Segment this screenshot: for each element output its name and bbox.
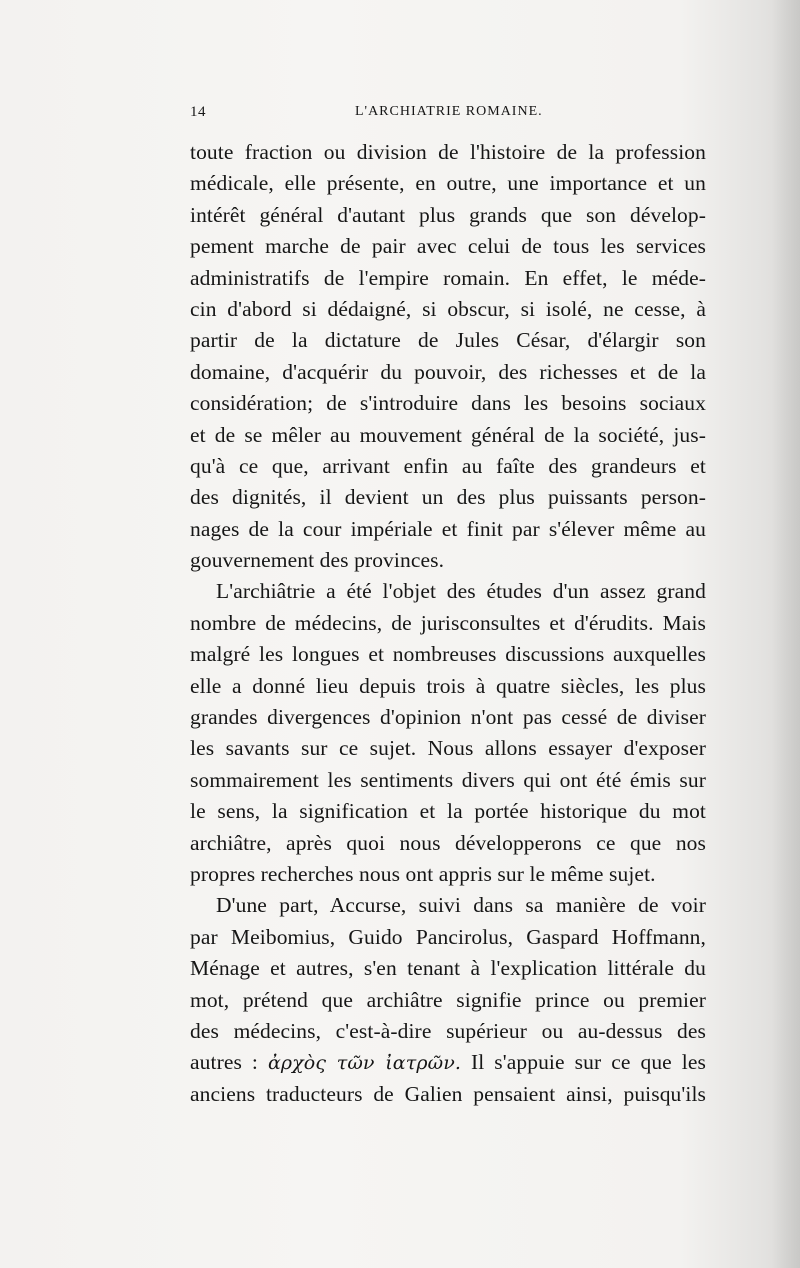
running-head: L'ARCHIATRIE ROMAINE.: [355, 104, 543, 119]
body-text: [190, 137, 706, 1110]
text-line: considération; de s'introduire dans les besoins sociaux: [190, 391, 706, 416]
text-line: cin d'abord si dédaigné, si obscur, si isolé, ne cesse, à: [190, 296, 706, 321]
text-line: toute fraction ou division de l'histoire de la profession: [190, 140, 706, 164]
text-line: nombre de médecins, de jurisconsultes et d'érudits. Mais: [190, 610, 706, 635]
text-line-with-greek: [190, 1047, 706, 1078]
text-line: qu'à ce que, arrivant enfin au faîte des grandeurs et: [190, 453, 706, 478]
page-header: [190, 104, 710, 128]
text-line: anciens traducteurs de Galien pensaient ainsi, puisqu'ils: [190, 1081, 706, 1106]
page-number: 14: [190, 104, 206, 120]
text-line: propres recherches nous ont appris sur le même sujet.: [190, 861, 656, 886]
text-line: nages de la cour impériale et finit par s'élever même au: [190, 516, 706, 541]
text-line: des dignités, il devient un des plus puissants person-: [190, 485, 706, 510]
paragraph: [190, 576, 706, 890]
text-line: mot, prétend que archiâtre signifie prince ou premier: [190, 987, 706, 1012]
text-line: Ménage et autres, s'en tenant à l'explication littérale du: [190, 956, 706, 981]
text-line: domaine, d'acquérir du pouvoir, des richesses et de la: [190, 359, 706, 384]
text-line: grandes divergences d'opinion n'ont pas cessé de diviser: [190, 705, 706, 730]
text-line: archiâtre, après quoi nous développerons ce que nos: [190, 830, 706, 855]
paragraph: [190, 890, 706, 1110]
text-fragment: autres :: [190, 1050, 268, 1075]
text-line: intérêt général d'autant plus grands que son dévelop-: [190, 202, 706, 227]
text-line: pement marche de pair avec celui de tous les services: [190, 234, 706, 259]
text-line: gouvernement des provinces.: [190, 548, 445, 573]
text-line: malgré les longues et nombreuses discussions auxquelles: [190, 642, 706, 667]
page-edge-shadow: [772, 0, 800, 1268]
text-line: médicale, elle présente, en outre, une importance et un: [190, 171, 706, 196]
text-fragment: Il s'appuie sur ce que les: [460, 1050, 706, 1075]
text-line: sommairement les sentiments divers qui ont été émis sur: [190, 767, 706, 792]
greek-phrase: ἀρχὸς τῶν ἰατρῶν.: [267, 1052, 461, 1075]
text-line: des médecins, c'est-à-dire supérieur ou au-dessus des: [190, 1018, 706, 1043]
text-line: et de se mêler au mouvement général de la société, jus-: [190, 422, 706, 447]
text-line: partir de la dictature de Jules César, d'élargir son: [190, 328, 706, 353]
text-line: par Meibomius, Guido Pancirolus, Gaspard Hoffmann,: [190, 924, 706, 949]
text-line: le sens, la signification et la portée historique du mot: [190, 799, 706, 824]
paragraph: [190, 137, 706, 576]
text-line: L'archiâtrie a été l'objet des études d'un assez grand: [216, 579, 706, 604]
text-line: les savants sur ce sujet. Nous allons essayer d'exposer: [190, 736, 706, 761]
text-line: administratifs de l'empire romain. En effet, le méde-: [190, 265, 706, 290]
text-line: elle a donné lieu depuis trois à quatre siècles, les plus: [190, 673, 706, 698]
text-line: D'une part, Accurse, suivi dans sa manière de voir: [216, 893, 706, 918]
